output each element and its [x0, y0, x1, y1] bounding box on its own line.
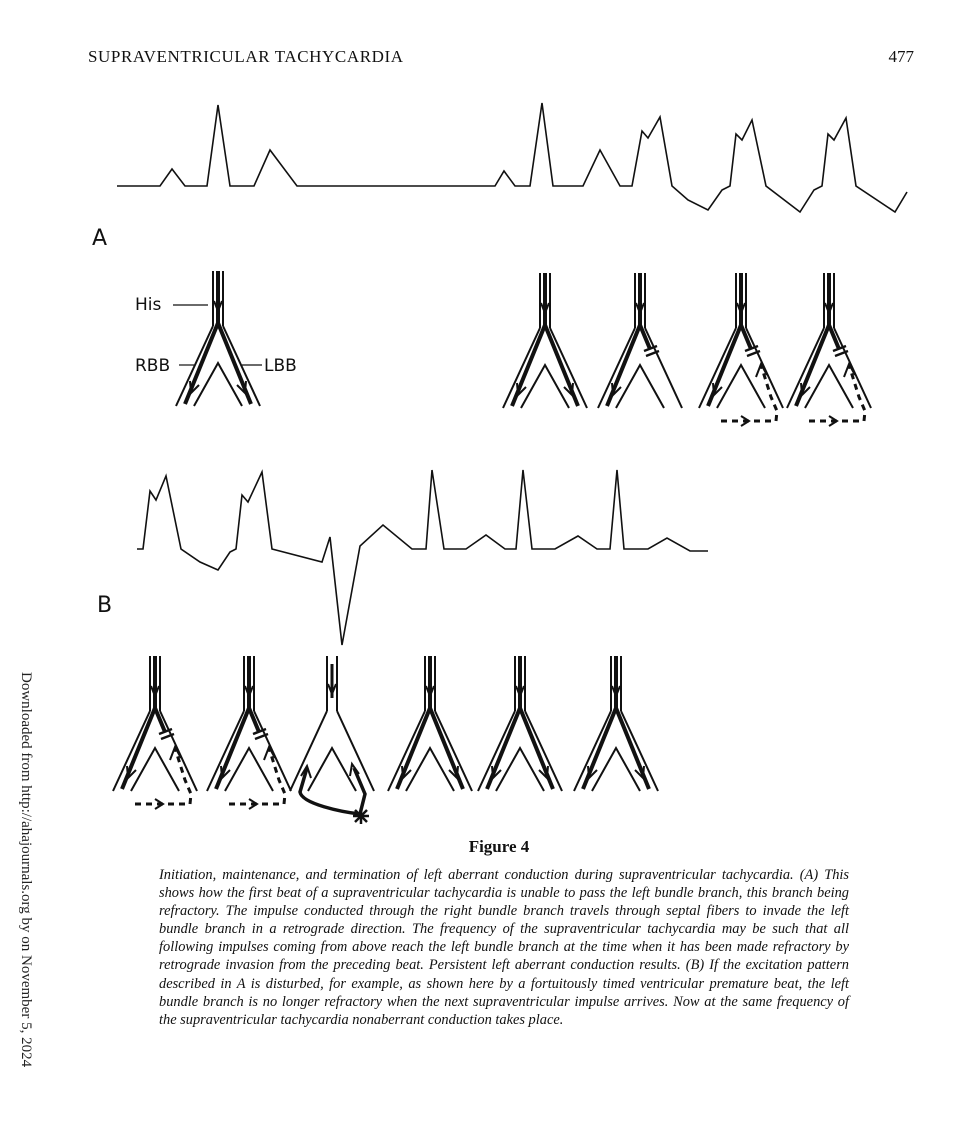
panel-label-a: A	[92, 226, 108, 251]
label-lbb: LBB	[264, 356, 297, 376]
panel-label-b: B	[97, 593, 113, 618]
figure-caption: Initiation, maintenance, and termination of left aberrant conduction during supraventricular tachycardia. (A) This shows how the first beat of a supraventricular tachycardia is unable to pass the left bundle branch, this branch being refractory. The impulse conducted through the right bundle branch travels through septal fibers to invade the left bundle branch in a retrograde direction. The frequency of the supraventricular tachycardia may be such that all following impulses coming from above reach the left bundle branch at the time when it has been made refractory by retrograde invasion from the preceding beat. Persistent left aberrant conduction results. (B) If the excitation pattern described in A is disturbed, for example, as shown here by a fortuitously timed ventricular premature beat, the left bundle branch is no longer refractory when the next supraventricular impulse arrives. Now at the same frequency of the supraventricular tachycardia nonaberrant conduction takes place.	[159, 867, 849, 1028]
conduction-diagram-labelled	[176, 271, 260, 406]
conduction-diagram-b4	[388, 656, 472, 791]
ecg-trace-b	[137, 470, 708, 645]
conduction-diagram-b3-premature-beat	[290, 656, 374, 824]
download-watermark: Downloaded from http://ahajournals.org by on November 5, 2024	[18, 672, 34, 1068]
conduction-diagram-a2	[598, 273, 682, 408]
conduction-diagram-a3	[699, 273, 783, 426]
conduction-diagram-a4	[787, 273, 871, 426]
ectopic-focus-icon	[353, 808, 369, 824]
label-his: His	[135, 295, 162, 315]
conduction-diagram-a1	[503, 273, 587, 408]
conduction-diagram-b1	[113, 656, 197, 809]
conduction-diagram-b2	[207, 656, 291, 809]
figure-title: Figure 4	[468, 837, 530, 856]
conduction-diagram-b6	[574, 656, 658, 791]
label-rbb: RBB	[135, 356, 171, 376]
running-header-title: SUPRAVENTRICULAR TACHYCARDIA	[88, 47, 404, 66]
conduction-diagram-b5	[478, 656, 562, 791]
page-number: 477	[888, 47, 914, 66]
ecg-trace-a	[117, 103, 907, 212]
